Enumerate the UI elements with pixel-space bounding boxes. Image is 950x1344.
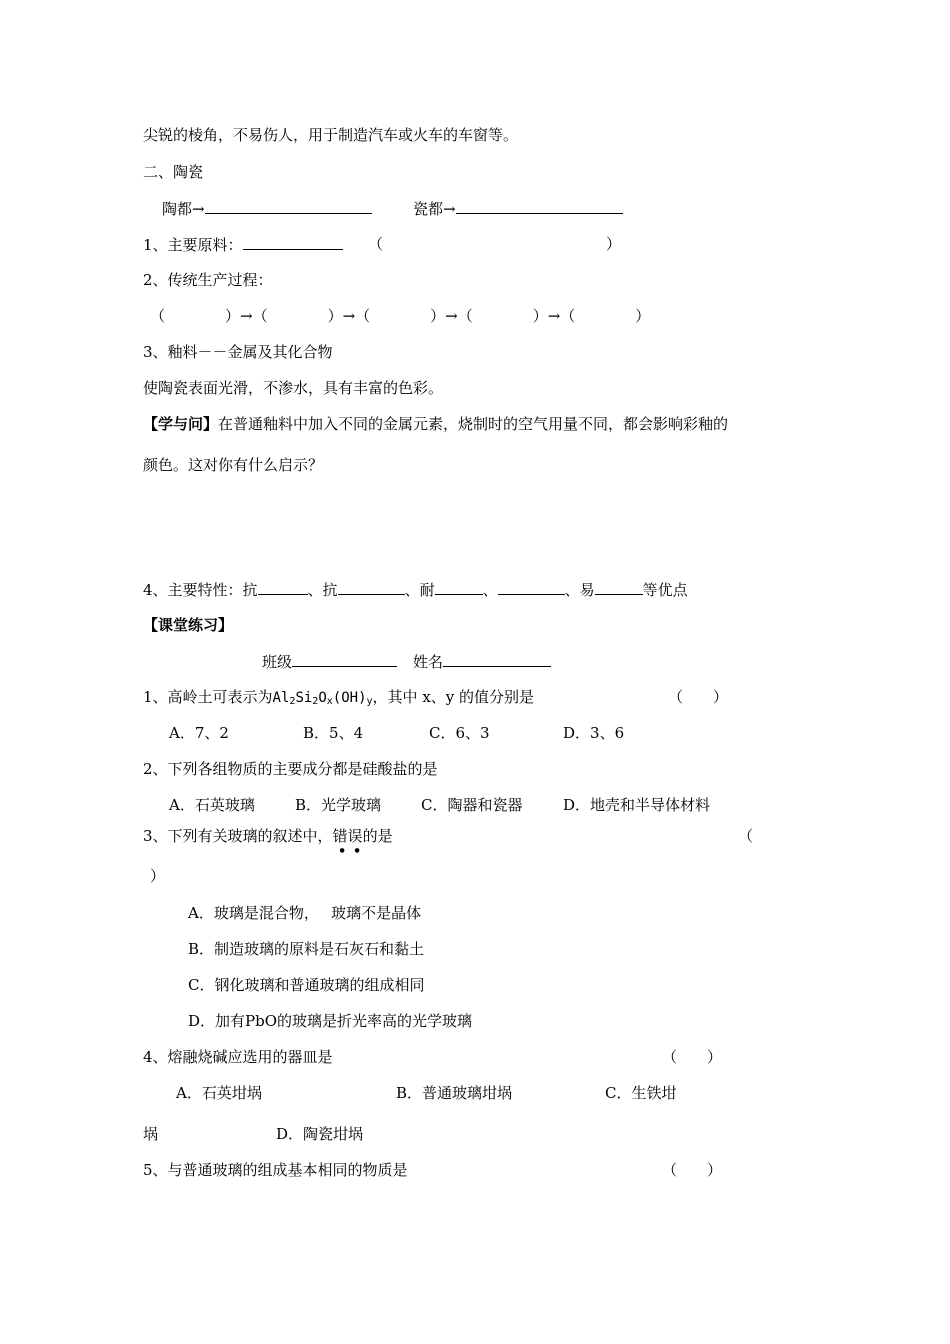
formula-part: (OH): [332, 690, 367, 706]
question-4-option-c: C．生铁坩: [605, 1084, 677, 1102]
properties-suffix: 等优点: [642, 581, 688, 599]
question-4-option-c-continued: 埚: [143, 1125, 159, 1143]
properties-sep-4: 、易: [564, 581, 595, 599]
properties-sep-2: 、耐: [404, 581, 435, 599]
properties-sep-1: 、抗: [307, 581, 338, 599]
properties-blank-3: [435, 579, 483, 595]
question-4-option-b: B．普通玻璃坩埚: [396, 1084, 513, 1102]
question-4-answer-paren: （ ）: [662, 1048, 723, 1066]
raw-material-blank: [243, 234, 343, 250]
formula-subscript: 2: [312, 696, 319, 707]
properties-label: 4、主要特性：抗: [143, 581, 258, 599]
class-line: [262, 651, 397, 672]
properties-blank-5: [595, 579, 643, 595]
question-3-option-d: D．加有PbO的玻璃是折光率高的光学玻璃: [188, 1012, 473, 1030]
raw-material-label: 1、主要原料：: [143, 236, 243, 254]
emphasis-dot: ●: [339, 847, 345, 854]
question-1-option-a: A．7、2: [169, 724, 229, 742]
properties-blank-1: [258, 579, 308, 595]
question-3-emphasis: [332, 827, 363, 854]
question-4-option-d: D．陶瓷坩埚: [276, 1125, 364, 1143]
raw-material-line: [143, 234, 343, 255]
properties-blank-4: [498, 579, 565, 595]
question-3: [143, 826, 393, 854]
porcelain-capital-blank: [456, 198, 623, 214]
question-1-tail: ，其中 x、y 的值分别是: [372, 688, 535, 706]
question-4-option-a: A．石英坩埚: [176, 1084, 262, 1102]
question-3-stem: 3、下列有关玻璃的叙述中，: [143, 827, 333, 845]
name-blank: [443, 651, 551, 667]
question-3-option-b: B．制造玻璃的原料是石灰石和黏土: [188, 940, 425, 958]
practice-heading: 【课堂练习】: [143, 616, 234, 634]
formula-part: Si: [295, 690, 313, 706]
class-blank: [292, 651, 397, 667]
porcelain-capital-label: 瓷都→: [413, 200, 456, 218]
formula-subscript: 2: [289, 696, 296, 707]
learn-and-ask-tag: 【学与问】: [143, 415, 219, 433]
kaolin-formula: [273, 690, 373, 706]
formula-subscript: y: [366, 696, 373, 707]
question-4: 4、熔融烧碱应选用的器皿是: [143, 1048, 333, 1066]
question-2-option-d: D．地壳和半导体材料: [563, 796, 711, 814]
question-1-stem: 1、高岭土可表示为: [143, 688, 273, 706]
question-1-answer-paren: （ ）: [668, 688, 729, 706]
properties-blank-2: [338, 579, 405, 595]
name-label: 姓名: [413, 653, 444, 671]
name-line: [413, 651, 551, 672]
question-2-option-a: A．石英玻璃: [169, 796, 255, 814]
question-1-option-b: B．5、4: [303, 724, 364, 742]
question-3-tail: 的是: [362, 827, 393, 845]
pottery-capital-label: 陶都→: [162, 200, 205, 218]
question-3-emphasis-text: 错误: [332, 827, 363, 845]
properties-line: [143, 579, 688, 600]
learn-and-ask-text: 在普通釉料中加入不同的金属元素，烧制时的空气用量不同，都会影响彩釉的: [218, 415, 729, 433]
raw-material-paren-close: ）: [606, 235, 622, 253]
process-heading: 2、传统生产过程：: [143, 271, 273, 289]
question-3-paren-close: ）: [150, 867, 166, 885]
emphasis-dot: ●: [354, 847, 360, 854]
question-1: [143, 687, 534, 708]
formula-part: O: [318, 690, 327, 706]
properties-sep-3: 、: [482, 581, 498, 599]
question-3-option-a: A．玻璃是混合物， 玻璃不是晶体: [188, 904, 422, 922]
question-2-option-b: B．光学玻璃: [295, 796, 382, 814]
learn-and-ask-question: 颜色。这对你有什么启示？: [143, 456, 324, 474]
question-3-option-c: C．钢化玻璃和普通玻璃的组成相同: [188, 976, 425, 994]
question-1-option-d: D．3、6: [563, 724, 625, 742]
process-steps: （ ）→（ ）→（ ）→（ ）→（ ）: [150, 307, 651, 325]
paragraph-glass-tail: 尖锐的棱角，不易伤人，用于制造汽车或火车的车窗等。: [143, 126, 519, 144]
glaze-heading: 3、釉料－－金属及其化合物: [143, 343, 333, 361]
class-label: 班级: [262, 653, 293, 671]
formula-part: Al: [272, 690, 290, 706]
pottery-capital-blank: [205, 198, 372, 214]
question-3-paren-open: （: [738, 827, 754, 845]
question-5-answer-paren: （ ）: [662, 1161, 723, 1179]
glaze-description: 使陶瓷表面光滑，不渗水，具有丰富的色彩。: [143, 379, 444, 397]
question-1-option-c: C．6、3: [429, 724, 490, 742]
pottery-capital-line: [162, 198, 372, 219]
learn-and-ask-line: [143, 414, 728, 434]
question-5: 5、与普通玻璃的组成基本相同的物质是: [143, 1161, 408, 1179]
porcelain-capital-line: [413, 198, 623, 219]
question-2: 2、下列各组物质的主要成分都是硅酸盐的是: [143, 760, 438, 778]
raw-material-paren-open: （: [368, 235, 384, 253]
question-2-option-c: C．陶器和瓷器: [421, 796, 523, 814]
section-heading-ceramics: 二、陶瓷: [143, 163, 204, 181]
formula-subscript: x: [326, 696, 333, 707]
